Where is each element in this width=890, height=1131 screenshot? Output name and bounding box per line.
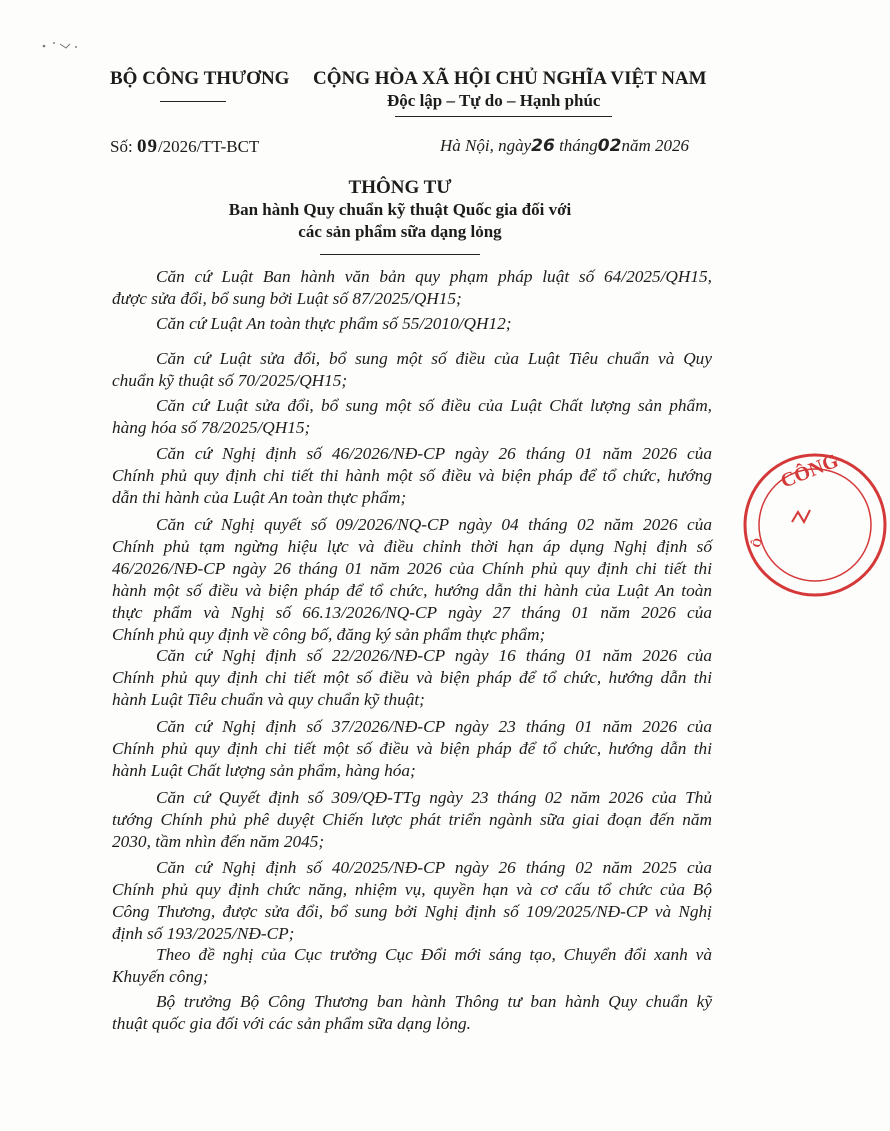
- seal-inner-ring: [759, 469, 871, 581]
- paragraph-line: Chính phủ quy định về công bố, đăng ký sản phẩm thực phẩm;: [112, 625, 546, 644]
- paragraph-line: định số 193/2025/NĐ-CP;: [112, 924, 295, 943]
- paragraph-line: Chính phủ quy định chức năng, nhiệm vụ, quyền hạn và cơ cấu tổ chức của Bộ: [112, 880, 712, 899]
- preamble-paragraph: [112, 787, 712, 853]
- paragraph-line: Căn cứ Quyết định số 309/QĐ-TTg ngày 23 tháng 02 năm 2026 của Thủ: [156, 788, 712, 807]
- paragraph-line: Căn cứ Luật Ban hành văn bản quy phạm pháp luật số 64/2025/QH15,: [156, 267, 712, 286]
- document-number: [110, 136, 259, 158]
- issue-dateline: [440, 136, 689, 156]
- preamble-paragraph: [112, 944, 712, 988]
- paragraph-line: hành một số điều và biện pháp để tổ chức, hướng dẫn thi hành của Luật An toàn: [112, 581, 712, 600]
- title-underline: [320, 254, 480, 255]
- paragraph-line: hàng hóa số 78/2025/QH15;: [112, 418, 311, 437]
- document-subtitle-line-2: các sản phẩm sữa dạng lỏng: [298, 222, 502, 241]
- paragraph-line: hành Luật Tiêu chuẩn và quy chuẩn kỹ thuật;: [112, 690, 425, 709]
- preamble-paragraph: [112, 645, 712, 711]
- paragraph-line: Căn cứ Luật sửa đổi, bổ sung một số điều của Luật Chất lượng sản phẩm,: [156, 396, 712, 415]
- paragraph-line: Căn cứ Nghị định số 40/2025/NĐ-CP ngày 26 tháng 02 năm 2025 của: [156, 858, 712, 877]
- doc-number-value: 09: [136, 136, 158, 157]
- paragraph-line: chuẩn kỹ thuật số 70/2025/QH15;: [112, 371, 348, 390]
- seal-letter: Ộ: [749, 536, 765, 549]
- preamble-paragraph: [112, 514, 712, 646]
- preamble-paragraph: [112, 348, 712, 392]
- paragraph-line: thuật quốc gia đối với các sản phẩm sữa dạng lỏng.: [112, 1014, 471, 1033]
- paragraph-line: Theo đề nghị của Cục trưởng Cục Đổi mới sáng tạo, Chuyển đổi xanh và: [156, 945, 712, 964]
- paragraph-line: Căn cứ Nghị định số 22/2026/NĐ-CP ngày 16 tháng 01 năm 2026 của: [156, 646, 712, 665]
- dateline-place: Hà Nội, ngày: [440, 136, 532, 155]
- paragraph-line: Căn cứ Nghị định số 37/2026/NĐ-CP ngày 23 tháng 01 năm 2026 của: [156, 717, 712, 736]
- document-subtitle-line-1: Ban hành Quy chuẩn kỹ thuật Quốc gia đối với: [228, 200, 572, 219]
- motto-underline: [395, 116, 612, 117]
- preamble-paragraph: [112, 266, 712, 310]
- ministry-name: BỘ CÔNG THƯƠNG: [110, 68, 290, 89]
- paragraph-line: Căn cứ Luật An toàn thực phẩm số 55/2010/QH12;: [156, 314, 512, 333]
- document-type-title: THÔNG TƯ: [348, 177, 452, 198]
- scan-speck-mark: [40, 38, 80, 52]
- preamble-paragraph: [112, 991, 712, 1035]
- paragraph-line: Chính phủ quy định chi tiết một số điều và biện pháp để tổ chức, hướng dẫn thi: [112, 668, 712, 687]
- paragraph-line: Căn cứ Nghị quyết số 09/2026/NQ-CP ngày 04 tháng 02 năm 2026 của: [156, 515, 712, 534]
- dateline-month: 02: [597, 136, 622, 156]
- paragraph-line: Khuyến công;: [112, 967, 209, 986]
- paragraph-line: Công Thương, được sửa đổi, bổ sung bởi Nghị định số 109/2025/NĐ-CP và Nghị: [112, 902, 712, 921]
- seal-text: CÔNG: [777, 449, 842, 493]
- seal-emblem-mark: [792, 510, 810, 522]
- doc-number-suffix: /2026/TT-BCT: [157, 137, 260, 156]
- paragraph-line: hành Luật Chất lượng sản phẩm, hàng hóa;: [112, 761, 416, 780]
- paragraph-line: thực phẩm và Nghị số 66.13/2026/NQ-CP ngày 27 tháng 01 năm 2026 của: [112, 603, 712, 622]
- paragraph-line: được sửa đổi, bổ sung bởi Luật số 87/2025/QH15;: [112, 289, 462, 308]
- paragraph-line: 46/2026/NĐ-CP ngày 26 tháng 01 năm 2026 của Chính phủ quy định chi tiết thi: [112, 559, 712, 578]
- national-motto: Độc lập – Tự do – Hạnh phúc: [387, 91, 601, 110]
- national-title: CỘNG HÒA XÃ HỘI CHỦ NGHĨA VIỆT NAM: [313, 68, 707, 89]
- preamble-paragraph: [112, 443, 712, 509]
- preamble-paragraph: [112, 857, 712, 945]
- paragraph-line: tướng Chính phủ phê duyệt Chiến lược phát triển ngành sữa giai đoạn đến năm: [112, 810, 712, 829]
- official-seal-stamp: [740, 450, 890, 600]
- preamble-paragraph: [112, 395, 712, 439]
- paragraph-line: Bộ trưởng Bộ Công Thương ban hành Thông tư ban hành Quy chuẩn kỹ: [156, 992, 712, 1011]
- dateline-month-label: tháng: [559, 136, 598, 155]
- paragraph-line: Chính phủ quy định chi tiết thi hành một số điều và biện pháp để tổ chức, hướng: [112, 466, 712, 485]
- paragraph-line: Căn cứ Nghị định số 46/2026/NĐ-CP ngày 26 tháng 01 năm 2026 của: [156, 444, 712, 463]
- dateline-year: năm 2026: [621, 136, 689, 155]
- dateline-day: 26: [531, 136, 555, 156]
- preamble-paragraph: [112, 313, 712, 335]
- preamble-paragraph: [112, 716, 712, 782]
- paragraph-line: Chính phủ quy định chi tiết một số điều và biện pháp để tổ chức, hướng dẫn thi: [112, 739, 712, 758]
- ministry-underline: [160, 101, 226, 102]
- paragraph-line: Chính phủ tạm ngừng hiệu lực và điều chỉnh thời hạn áp dụng Nghị định số: [112, 537, 712, 556]
- paragraph-line: dẫn thi hành của Luật An toàn thực phẩm;: [112, 488, 407, 507]
- paragraph-line: 2030, tầm nhìn đến năm 2045;: [112, 832, 325, 851]
- doc-number-label: Số:: [110, 137, 133, 156]
- paragraph-line: Căn cứ Luật sửa đổi, bổ sung một số điều của Luật Tiêu chuẩn và Quy: [156, 349, 712, 368]
